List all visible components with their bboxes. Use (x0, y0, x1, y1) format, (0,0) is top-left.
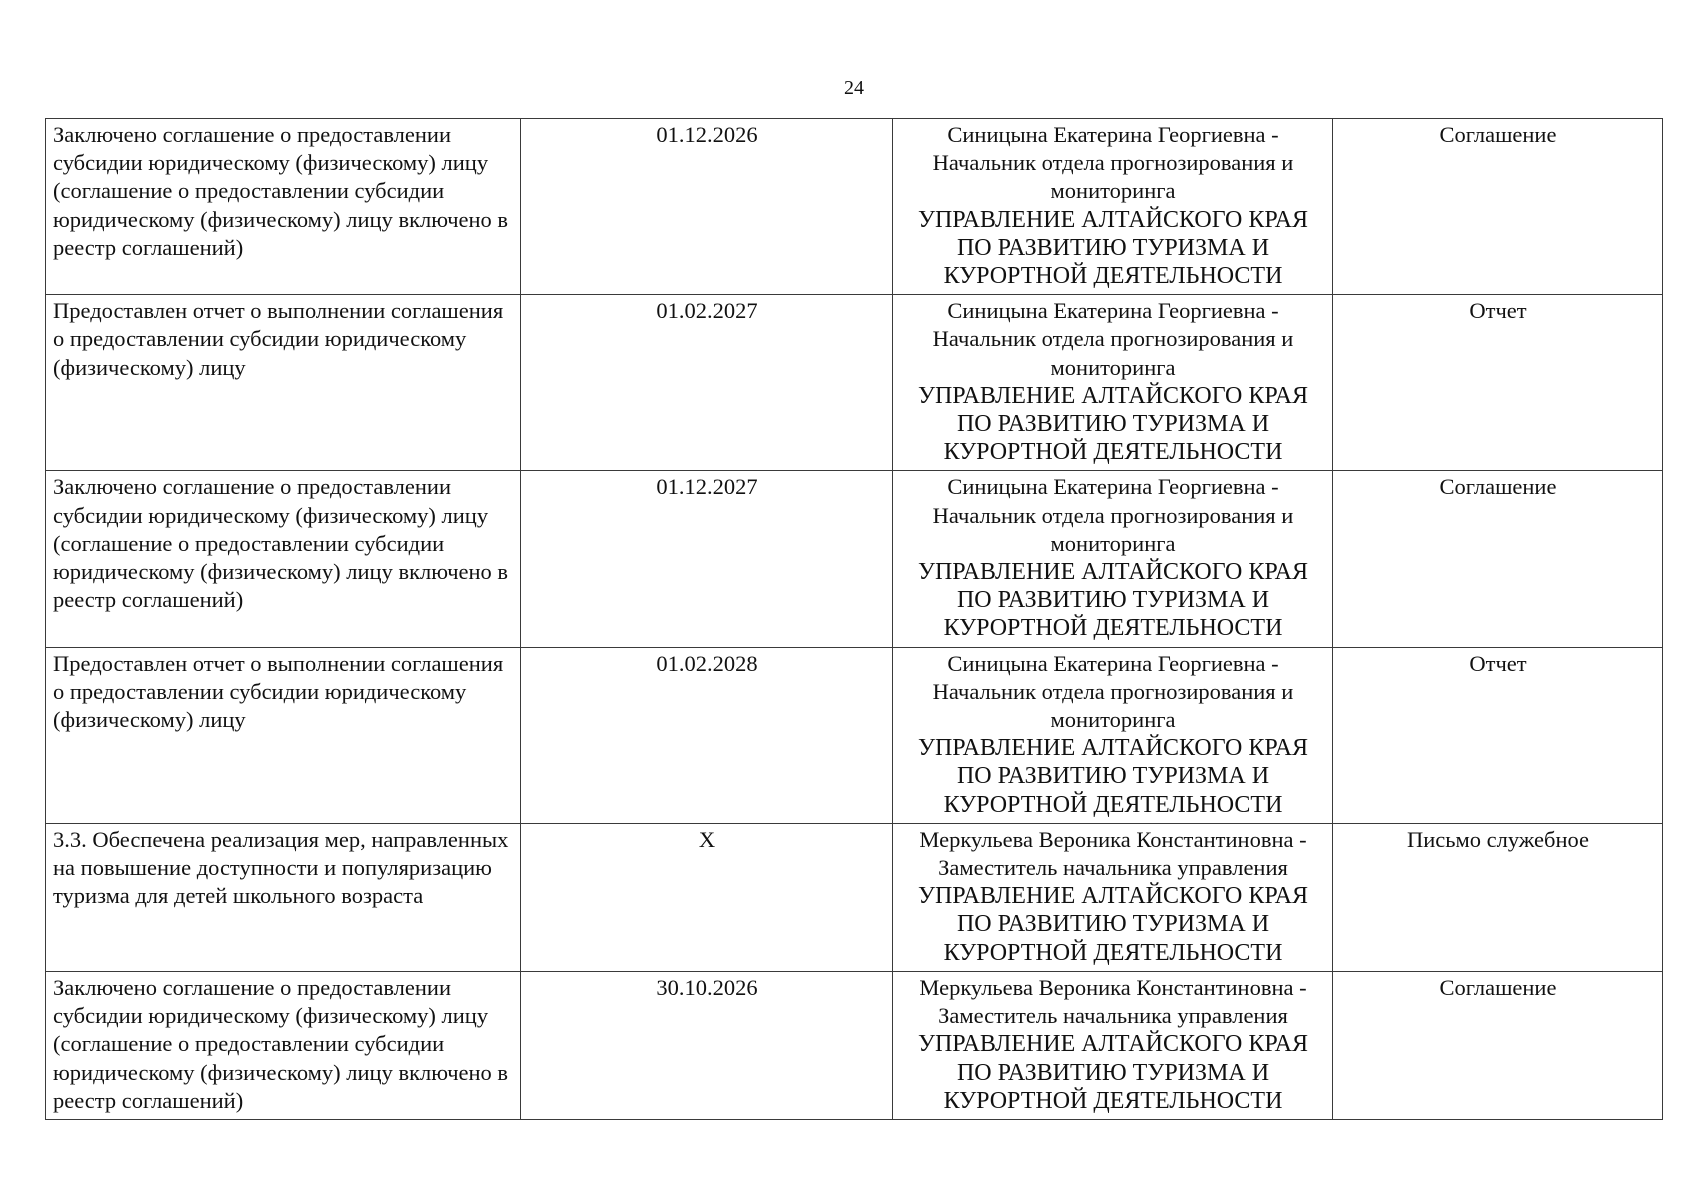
responsible-person: Меркульева Вероника Константиновна - Заместитель начальника управления (919, 826, 1307, 881)
date-cell: 01.12.2026 (521, 119, 893, 295)
responsible-cell (893, 119, 1333, 295)
event-text-cell: Заключено соглашение о предоставлении субсидии юридическому (физическому) лицу (соглашение о предоставлении субсидии юридическому (физическому) лицу включено в реестр соглашений) (46, 471, 521, 647)
date-cell: X (521, 823, 893, 971)
responsible-organization: УПРАВЛЕНИЕ АЛТАЙСКОГО КРАЯ ПО РАЗВИТИЮ ТУРИЗМА И КУРОРТНОЙ ДЕЯТЕЛЬНОСТИ (917, 206, 1308, 290)
event-text-cell: Предоставлен отчет о выполнении соглашения о предоставлении субсидии юридическому (физическому) лицу (46, 295, 521, 471)
event-text-cell: 3.3. Обеспечена реализация мер, направленных на повышение доступности и популяризацию туризма для детей школьного возраста (46, 823, 521, 971)
responsible-cell (893, 471, 1333, 647)
event-text-cell: Заключено соглашение о предоставлении субсидии юридическому (физическому) лицу (соглашение о предоставлении субсидии юридическому (физическому) лицу включено в реестр соглашений) (46, 971, 521, 1119)
responsible-person: Синицына Екатерина Георгиевна - Начальник отдела прогнозирования и мониторинга (932, 122, 1294, 204)
control-points-table (45, 118, 1663, 1120)
responsible-cell (893, 823, 1333, 971)
responsible-cell (893, 971, 1333, 1119)
table-row (46, 295, 1663, 471)
document-type-cell: Соглашение (1333, 119, 1663, 295)
table-row (46, 471, 1663, 647)
document-type-cell: Письмо служебное (1333, 823, 1663, 971)
document-type-cell: Соглашение (1333, 471, 1663, 647)
date-cell: 01.02.2027 (521, 295, 893, 471)
date-cell: 01.02.2028 (521, 647, 893, 823)
responsible-person: Меркульева Вероника Константиновна - Заместитель начальника управления (919, 974, 1307, 1029)
responsible-cell (893, 647, 1333, 823)
page-number: 24 (844, 77, 864, 99)
responsible-organization: УПРАВЛЕНИЕ АЛТАЙСКОГО КРАЯ ПО РАЗВИТИЮ ТУРИЗМА И КУРОРТНОЙ ДЕЯТЕЛЬНОСТИ (917, 735, 1308, 818)
document-type-cell: Отчет (1333, 647, 1663, 823)
event-text-cell: Заключено соглашение о предоставлении субсидии юридическому (физическому) лицу (соглашение о предоставлении субсидии юридическому (физическому) лицу включено в реестр соглашений) (46, 119, 521, 295)
document-type-cell: Отчет (1333, 295, 1663, 471)
responsible-organization: УПРАВЛЕНИЕ АЛТАЙСКОГО КРАЯ ПО РАЗВИТИЮ ТУРИЗМА И КУРОРТНОЙ ДЕЯТЕЛЬНОСТИ (917, 559, 1308, 642)
table-row (46, 971, 1663, 1119)
table-row (46, 119, 1663, 295)
responsible-person: Синицына Екатерина Георгиевна - Начальник отдела прогнозирования и мониторинга (932, 650, 1294, 733)
document-type-cell: Соглашение (1333, 971, 1663, 1119)
responsible-organization: УПРАВЛЕНИЕ АЛТАЙСКОГО КРАЯ ПО РАЗВИТИЮ ТУРИЗМА И КУРОРТНОЙ ДЕЯТЕЛЬНОСТИ (917, 883, 1308, 966)
date-cell: 30.10.2026 (521, 971, 893, 1119)
responsible-organization: УПРАВЛЕНИЕ АЛТАЙСКОГО КРАЯ ПО РАЗВИТИЮ ТУРИЗМА И КУРОРТНОЙ ДЕЯТЕЛЬНОСТИ (917, 382, 1308, 466)
date-cell: 01.12.2027 (521, 471, 893, 647)
responsible-organization: УПРАВЛЕНИЕ АЛТАЙСКОГО КРАЯ ПО РАЗВИТИЮ ТУРИЗМА И КУРОРТНОЙ ДЕЯТЕЛЬНОСТИ (917, 1031, 1308, 1114)
responsible-cell (893, 295, 1333, 471)
table-row (46, 823, 1663, 971)
responsible-person: Синицына Екатерина Георгиевна - Начальник отдела прогнозирования и мониторинга (932, 298, 1294, 380)
event-text-cell: Предоставлен отчет о выполнении соглашения о предоставлении субсидии юридическому (физическому) лицу (46, 647, 521, 823)
table-row (46, 647, 1663, 823)
responsible-person: Синицына Екатерина Георгиевна - Начальник отдела прогнозирования и мониторинга (932, 474, 1294, 556)
